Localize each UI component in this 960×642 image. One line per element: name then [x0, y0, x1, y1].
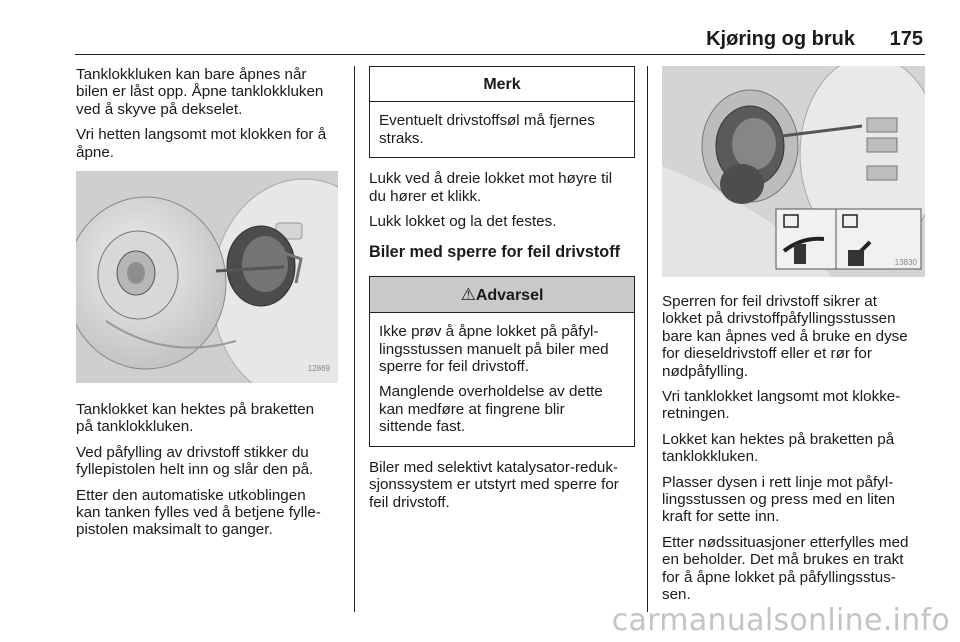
fuel-cap-drawing — [76, 171, 338, 383]
paragraph: Lukk lokket og la det festes. — [369, 213, 557, 231]
watermark: carmanualsonline.info — [611, 603, 950, 638]
paragraph: Etter den automatiske utkoblingen kan tanken fylles ved å betjene fylle- pistolen maksimalt to ganger. — [76, 486, 321, 539]
paragraph: Plasser dysen i rett linje mot påfyl- lingsstussen og press med en liten kraft for sette inn. — [662, 473, 896, 526]
note-text: Eventuelt drivstoffsøl må fjernes straks. — [379, 112, 595, 147]
column-divider-1 — [354, 66, 355, 612]
column-2 — [369, 66, 635, 519]
misfuel-inhibitor-illustration — [662, 66, 925, 277]
column-divider-2 — [647, 66, 648, 612]
column-3 — [662, 66, 930, 612]
paragraph: Ved påfylling av drivstoff stikker du fyllepistolen helt inn og slår den på. — [76, 443, 314, 479]
misfuel-inhibitor-drawing — [662, 66, 925, 277]
paragraph: Vri hetten langsomt mot klokken for å åpne. — [76, 126, 327, 161]
paragraph: Tanklokket kan hektes på braketten på tanklokkluken. — [76, 401, 315, 436]
warning-triangle-icon: ⚠ — [460, 284, 476, 304]
column-1 — [76, 66, 344, 547]
figure-code: 13830 — [894, 257, 917, 267]
paragraph: Tanklokkluken kan bare åpnes når bilen er låst opp. Åpne tanklokkluken ved å skyve på dekselet. — [76, 66, 324, 118]
section-heading: Biler med sperre for feil drivstoff — [369, 243, 620, 262]
page-number: 175 — [889, 28, 923, 50]
note-title: Merk — [370, 67, 634, 102]
paragraph: Biler med selektivt katalysator-reduk- sjonssystem er utstyrt med sperre for feil drivstoff. — [369, 458, 619, 511]
note-box — [369, 66, 635, 158]
fuel-cap-illustration — [76, 171, 338, 383]
page-header — [75, 28, 925, 55]
paragraph: Sperren for feil drivstoff sikrer at lokket på drivstoffpåfyllingsstussen bare kan åpnes ved å bruke en dyse for dieseldrivstoff eller et rør for nødpåfylling. — [662, 293, 908, 380]
figure-code: 12869 — [307, 363, 330, 373]
paragraph: Vri tanklokket langsomt mot klokke- retningen. — [662, 388, 901, 423]
warning-text: Ikke prøv å åpne lokket på påfyl- lingsstussen manuelt på biler med sperre for feil drivstoff. — [379, 323, 609, 376]
paragraph: Lokket kan hektes på braketten på tanklokkluken. — [662, 430, 895, 466]
paragraph: Lukk ved å dreie lokket mot høyre til du hører et klikk. — [369, 170, 613, 205]
paragraph: Etter nødssituasjoner etterfylles med en beholder. Det må brukes en trakt for å åpne lokket på påfyllingsstus- sen. — [662, 533, 909, 604]
page-title: Kjøring og bruk — [706, 28, 855, 50]
warning-title: Advarsel — [475, 286, 544, 304]
warning-header — [370, 277, 634, 313]
warning-text: Manglende overholdelse av dette kan medføre at fingrene blir sittende fast. — [379, 383, 603, 436]
warning-box — [369, 276, 635, 447]
